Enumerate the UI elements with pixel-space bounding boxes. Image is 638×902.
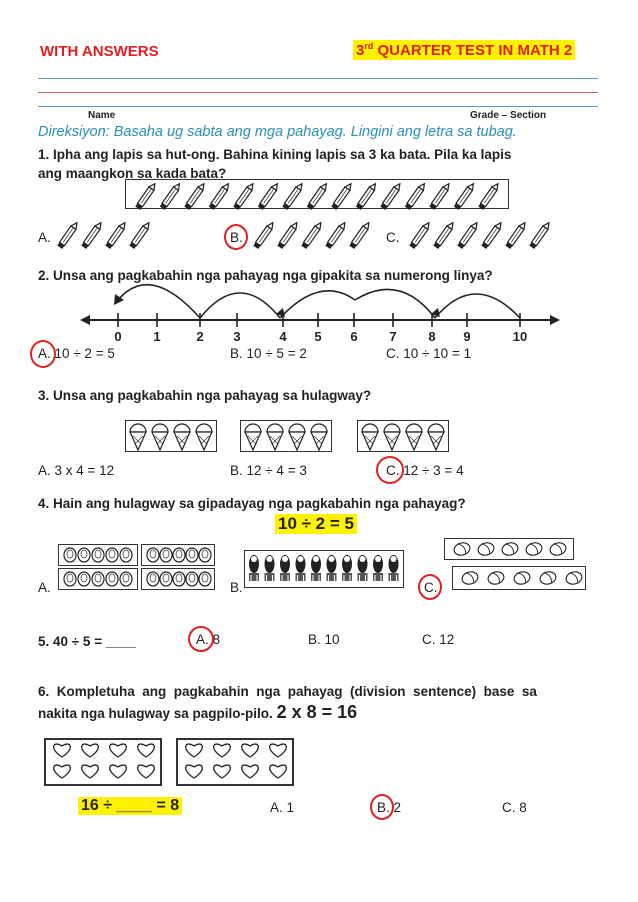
q6-option-a[interactable]: A. 1: [270, 800, 295, 815]
q5-option-a[interactable]: A. 8: [196, 632, 221, 647]
q6-blank-sentence: 16 ÷ ____ = 8: [78, 797, 182, 815]
tick-label: 0: [114, 329, 122, 344]
heart-icon: [110, 744, 127, 757]
q4-text: 4. Hain ang hulagway sa gipadayag nga pagkabahin nga pahayag?: [38, 496, 466, 511]
header-right-rest: QUARTER TEST IN MATH 2: [373, 42, 573, 59]
q3-text: 3. Unsa ang pagkabahin nga pahayag sa hulagway?: [38, 388, 372, 403]
q3-option-b[interactable]: B. 12 ÷ 4 = 3: [230, 463, 307, 478]
heart-icon: [110, 765, 127, 778]
tick-label: 3: [233, 329, 241, 344]
tick-label: 10: [512, 329, 528, 344]
heart-icon: [242, 765, 259, 778]
q2-option-c[interactable]: C. 10 ÷ 10 = 1: [386, 346, 472, 361]
name-label: Name: [88, 110, 116, 121]
heart-icon: [270, 765, 287, 778]
grade-section-label: Grade – Section: [470, 110, 547, 121]
header-left-title: WITH ANSWERS: [40, 43, 159, 60]
q5-option-b[interactable]: B. 10: [308, 632, 340, 647]
heart-icon: [82, 765, 99, 778]
q6-text-line2-words: nakita nga hulagway sa pagpilo-pilo.: [38, 706, 273, 721]
heart-icon: [242, 744, 259, 757]
q6-answer-circle: [370, 794, 394, 820]
q6-option-c[interactable]: C. 8: [502, 800, 527, 815]
heart-icon: [82, 744, 99, 757]
q4-option-c[interactable]: C.: [424, 580, 438, 595]
tick-label: 7: [389, 329, 397, 344]
q1-text-line1: 1. Ipha ang lapis sa hut-ong. Bahina kining lapis sa 3 ka bata. Pila ka lapis: [38, 147, 512, 162]
tick-label: 5: [314, 329, 322, 344]
q4-option-b[interactable]: B.: [230, 580, 243, 595]
q5-option-c[interactable]: C. 12: [422, 632, 455, 647]
tick-label: 9: [463, 329, 471, 344]
tick-label: 6: [350, 329, 358, 344]
header-right-sup: rd: [364, 41, 374, 51]
tick-label: 8: [428, 329, 436, 344]
heart-icon: [214, 744, 231, 757]
heart-icon: [54, 744, 71, 757]
q6-text-line1: 6. Kompletuha ang pagkabahin nga pahayag (division sentence) base sa: [38, 684, 537, 699]
q4-option-a[interactable]: A.: [38, 580, 51, 595]
q1-text-line2: ang maangkon sa kada bata?: [38, 166, 227, 181]
q3-option-a[interactable]: A. 3 x 4 = 12: [38, 463, 115, 478]
heart-icon: [270, 744, 287, 757]
heart-icon: [54, 765, 71, 778]
tick-label: 2: [196, 329, 204, 344]
q1-option-b[interactable]: B.: [230, 230, 243, 245]
q4-sentence: 10 ÷ 2 = 5: [275, 514, 357, 534]
q5-text: 5. 40 ÷ 5 = ____: [38, 634, 136, 649]
q3-option-c[interactable]: C. 12 ÷ 3 = 4: [386, 463, 464, 478]
heart-icon: [138, 765, 155, 778]
tick-label: 4: [279, 329, 287, 344]
heart-icon: [214, 765, 231, 778]
header-right-prefix: 3: [356, 42, 365, 59]
q6-equation: 2 x 8 = 16: [276, 702, 358, 722]
q1-option-c[interactable]: C.: [386, 230, 400, 245]
heart-icon: [186, 744, 203, 757]
tick-label: 1: [153, 329, 161, 344]
heart-icon: [138, 744, 155, 757]
directions-text: Direksiyon: Basaha ug sabta ang mga pahayag. Lingini ang letra sa tubag.: [38, 124, 517, 140]
q1-option-a[interactable]: A.: [38, 230, 51, 245]
heart-icon: [186, 765, 203, 778]
q6-option-b[interactable]: B. 2: [377, 800, 402, 815]
q2-option-b[interactable]: B. 10 ÷ 5 = 2: [230, 346, 307, 361]
q2-option-a[interactable]: A. 10 ÷ 2 = 5: [38, 346, 115, 361]
q2-text: 2. Unsa ang pagkabahin nga pahayag nga gipakita sa numerong linya?: [38, 268, 493, 283]
